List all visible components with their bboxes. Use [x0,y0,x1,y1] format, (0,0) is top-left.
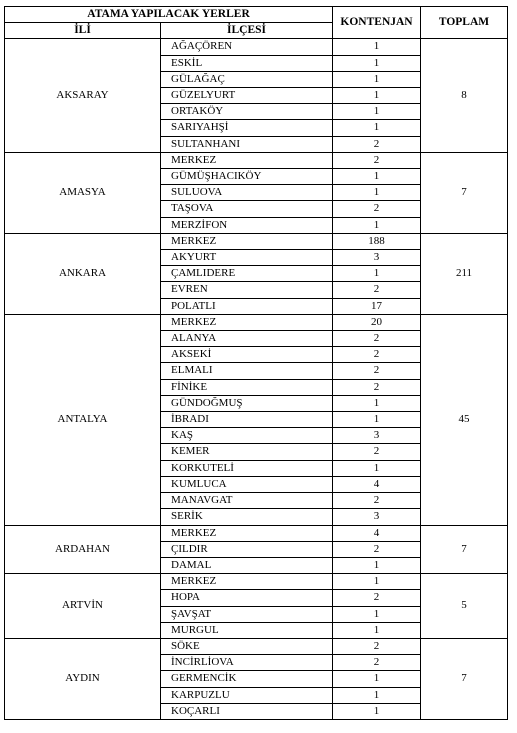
district-quota: 17 [333,298,421,314]
district-name: ELMALI [161,363,333,379]
district-quota: 1 [333,557,421,573]
district-quota: 1 [333,88,421,104]
district-name: İBRADI [161,412,333,428]
district-name: SERİK [161,509,333,525]
district-name: KEMER [161,444,333,460]
header-ili: İLİ [5,23,161,39]
district-quota: 1 [333,185,421,201]
header-atama: ATAMA YAPILACAK YERLER [5,7,333,23]
district-name: MERZİFON [161,217,333,233]
district-quota: 2 [333,363,421,379]
province-total: 45 [421,314,508,525]
province-name: ARTVİN [5,574,161,639]
district-quota: 1 [333,574,421,590]
district-name: GÜLAĞAÇ [161,71,333,87]
district-name: KOÇARLI [161,703,333,719]
district-quota: 2 [333,541,421,557]
province-total: 5 [421,574,508,639]
district-quota: 1 [333,55,421,71]
district-quota: 1 [333,395,421,411]
district-quota: 2 [333,347,421,363]
district-quota: 1 [333,71,421,87]
district-quota: 1 [333,703,421,719]
header-ilcesi: İLÇESİ [161,23,333,39]
province-name: ANTALYA [5,314,161,525]
district-quota: 2 [333,152,421,168]
district-quota: 1 [333,412,421,428]
district-quota: 2 [333,136,421,152]
district-name: HOPA [161,590,333,606]
header-toplam: TOPLAM [421,7,508,39]
assignment-table [4,6,508,720]
district-name: SÖKE [161,638,333,654]
district-quota: 2 [333,444,421,460]
district-name: ÇILDIR [161,541,333,557]
district-quota: 2 [333,331,421,347]
district-quota: 3 [333,428,421,444]
province-name: ARDAHAN [5,525,161,574]
district-quota: 3 [333,250,421,266]
district-quota: 1 [333,39,421,55]
district-name: TAŞOVA [161,201,333,217]
table-row [5,314,508,330]
district-name: SULUOVA [161,185,333,201]
district-quota: 2 [333,282,421,298]
table-row [5,525,508,541]
district-name: DAMAL [161,557,333,573]
district-quota: 2 [333,201,421,217]
district-name: MURGUL [161,622,333,638]
province-total: 7 [421,638,508,719]
district-quota: 1 [333,169,421,185]
district-name: KORKUTELİ [161,460,333,476]
district-name: ÇAMLIDERE [161,266,333,282]
district-quota: 188 [333,233,421,249]
district-quota: 2 [333,638,421,654]
header-kontenjan: KONTENJAN [333,7,421,39]
table-row [5,574,508,590]
district-name: ALANYA [161,331,333,347]
district-quota: 1 [333,460,421,476]
district-name: AKSEKİ [161,347,333,363]
district-quota: 1 [333,217,421,233]
district-name: SARIYAHŞİ [161,120,333,136]
district-quota: 4 [333,476,421,492]
district-name: POLATLI [161,298,333,314]
district-name: İNCİRLİOVA [161,655,333,671]
district-name: GÜNDOĞMUŞ [161,395,333,411]
province-name: AKSARAY [5,39,161,152]
district-name: KUMLUCA [161,476,333,492]
district-name: SULTANHANI [161,136,333,152]
district-quota: 2 [333,590,421,606]
district-name: ŞAVŞAT [161,606,333,622]
district-name: MERKEZ [161,574,333,590]
table-row [5,152,508,168]
district-quota: 1 [333,120,421,136]
district-quota: 1 [333,687,421,703]
district-quota: 1 [333,606,421,622]
district-name: MERKEZ [161,525,333,541]
province-total: 8 [421,39,508,152]
district-name: KAŞ [161,428,333,444]
district-name: GERMENCİK [161,671,333,687]
province-name: AMASYA [5,152,161,233]
district-name: GÜMÜŞHACIKÖY [161,169,333,185]
table-row [5,233,508,249]
district-name: AĞAÇÖREN [161,39,333,55]
table-row [5,39,508,55]
district-quota: 3 [333,509,421,525]
district-name: AKYURT [161,250,333,266]
district-name: ESKİL [161,55,333,71]
province-total: 7 [421,525,508,574]
district-quota: 2 [333,379,421,395]
district-quota: 2 [333,655,421,671]
district-name: FİNİKE [161,379,333,395]
district-name: MERKEZ [161,314,333,330]
province-name: ANKARA [5,233,161,314]
district-quota: 1 [333,266,421,282]
province-total: 211 [421,233,508,314]
province-name: AYDIN [5,638,161,719]
district-name: MERKEZ [161,152,333,168]
district-name: KARPUZLU [161,687,333,703]
table-row [5,638,508,654]
table-body [5,39,508,720]
district-name: EVREN [161,282,333,298]
district-name: MANAVGAT [161,493,333,509]
district-name: MERKEZ [161,233,333,249]
district-name: ORTAKÖY [161,104,333,120]
district-quota: 1 [333,104,421,120]
district-quota: 1 [333,671,421,687]
district-quota: 1 [333,622,421,638]
district-name: GÜZELYURT [161,88,333,104]
district-quota: 4 [333,525,421,541]
province-total: 7 [421,152,508,233]
district-quota: 20 [333,314,421,330]
district-quota: 2 [333,493,421,509]
